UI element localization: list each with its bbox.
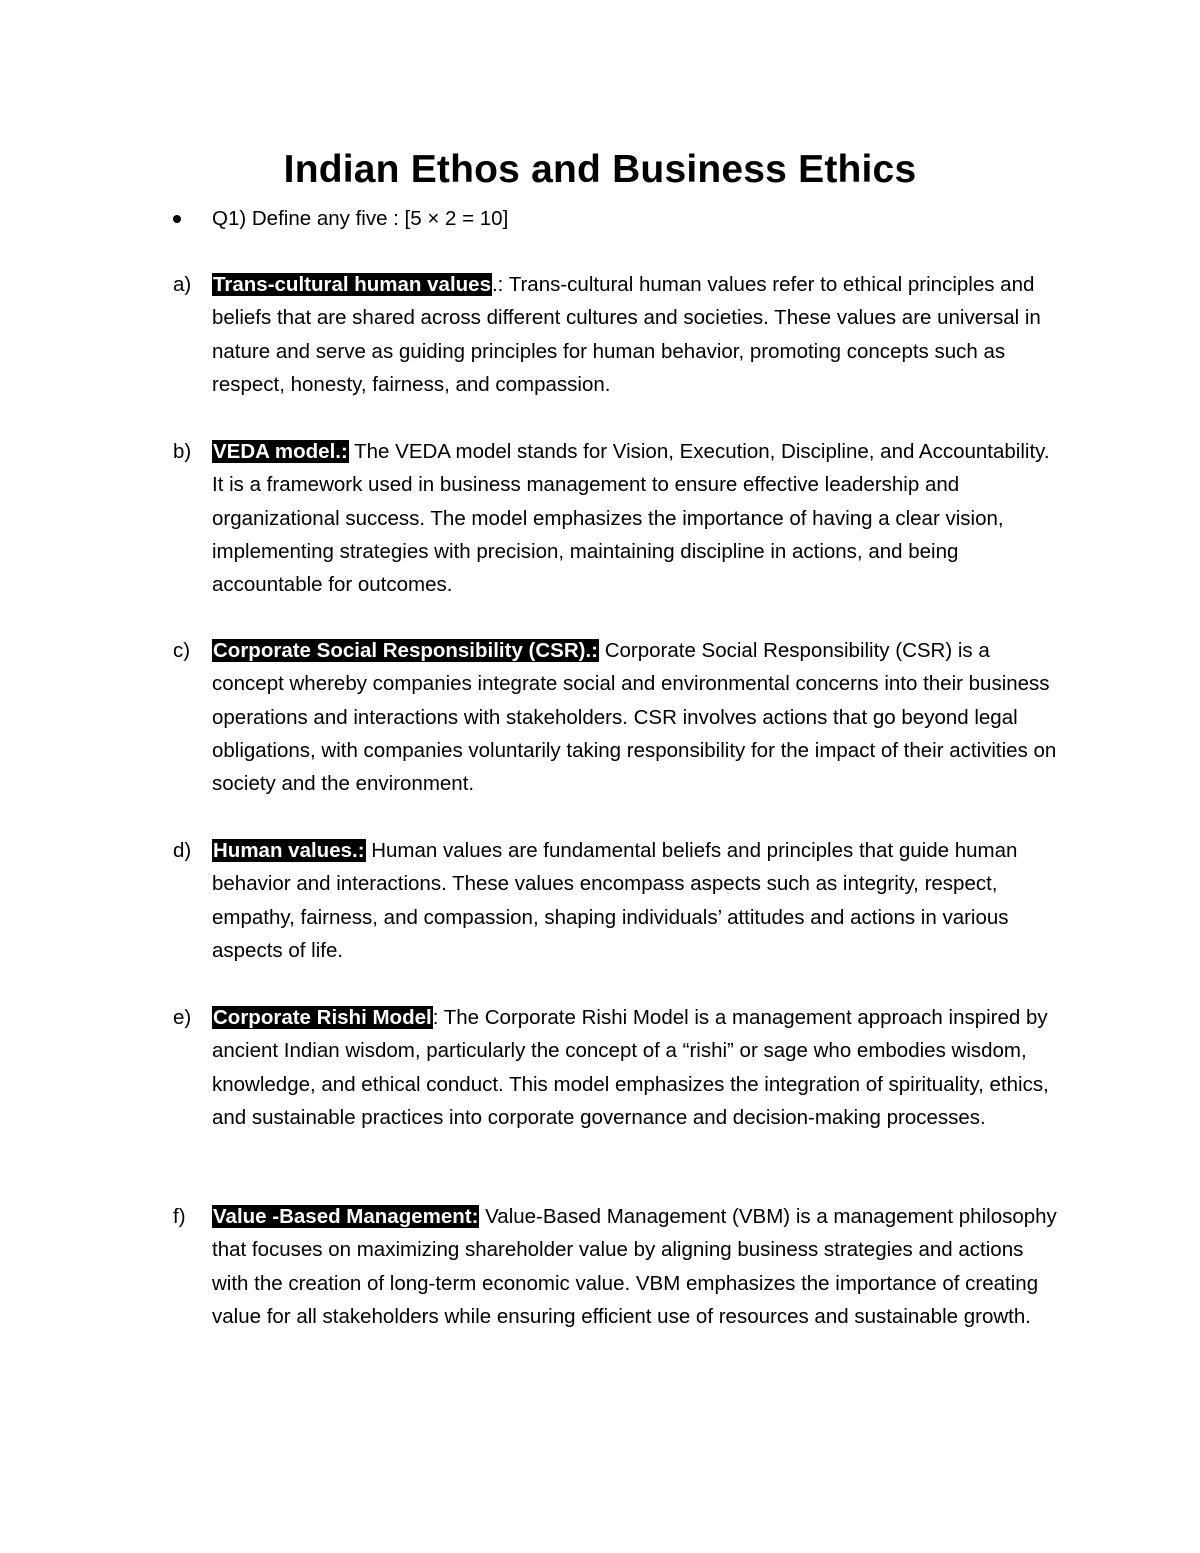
item-separator: .:: [491, 273, 504, 296]
page-title: Indian Ethos and Business Ethics: [283, 148, 917, 191]
definition-item-b: [173, 435, 1073, 601]
item-letter: e): [173, 1006, 192, 1029]
definition-item-e: [173, 1001, 1073, 1134]
item-text: The Corporate Rishi Model is a management approach inspired by ancient Indian wisdom, particularly the concept of a “rishi” or sage who embodies wisdom, knowledge, and ethical conduct. This model emphasizes the integration of spirituality, ethics, and sustainable practices into corporate governance and decision-making processes.: [212, 1006, 1049, 1129]
definition-item-f: [173, 1200, 1073, 1333]
item-term: Corporate Social Responsibility (CSR).:: [213, 639, 598, 662]
item-separator: :: [432, 1006, 439, 1029]
item-letter: b): [173, 440, 192, 463]
item-letter: c): [173, 639, 191, 662]
item-text: Human values are fundamental beliefs and principles that guide human behavior and interactions. These values encompass aspects such as integrity, respect, empathy, fairness, and compassion, shaping individuals’ attitudes and actions in various aspects of life.: [212, 839, 1018, 962]
item-term: Trans-cultural human values: [213, 273, 491, 296]
item-text: Corporate Social Responsibility (CSR) is a concept whereby companies integrate social and environmental concerns into their business operations and interactions with stakeholders. CSR involves actions that go beyond legal obligations, with companies voluntarily taking responsibility for the impact of their activities on society and the environment.: [212, 639, 1057, 796]
bullet-icon: [173, 215, 181, 223]
item-letter: f): [173, 1205, 186, 1228]
item-body: [212, 634, 1062, 800]
item-term: Corporate Rishi Model: [213, 1006, 432, 1029]
question-line: [173, 204, 508, 234]
item-text: The VEDA model stands for Vision, Execution, Discipline, and Accountability. It is a framework used in business management to ensure effective leadership and organizational success. The model emphasizes the importance of having a clear vision, implementing strategies with precision, maintaining discipline in actions, and being accountable for outcomes.: [212, 440, 1050, 597]
item-term: Value -Based Management:: [213, 1205, 479, 1228]
item-text: Value-Based Management (VBM) is a management philosophy that focuses on maximizing shareholder value by aligning business strategies and actions with the creation of long-term economic value. VBM emphasizes the importance of creating value for all stakeholders while ensuring efficient use of resources and sustainable growth.: [212, 1205, 1057, 1328]
item-letter: a): [173, 273, 192, 296]
question-text: Q1) Define any five : [5 × 2 = 10]: [212, 207, 509, 230]
item-term: Human values.:: [213, 839, 365, 862]
item-body: [212, 268, 1062, 401]
item-text: Trans-cultural human values refer to ethical principles and beliefs that are shared across different cultures and societies. These values are universal in nature and serve as guiding principles for human behavior, promoting concepts such as respect, honesty, fairness, and compassion.: [212, 273, 1041, 396]
definition-item-c: [173, 634, 1073, 800]
item-body: [212, 435, 1062, 601]
definition-item-a: [173, 268, 1073, 401]
item-body: [212, 1200, 1062, 1333]
item-term: VEDA model.:: [213, 440, 348, 463]
item-letter: d): [173, 839, 192, 862]
definition-item-d: [173, 834, 1073, 967]
item-body: [212, 1001, 1062, 1134]
item-body: [212, 834, 1062, 967]
